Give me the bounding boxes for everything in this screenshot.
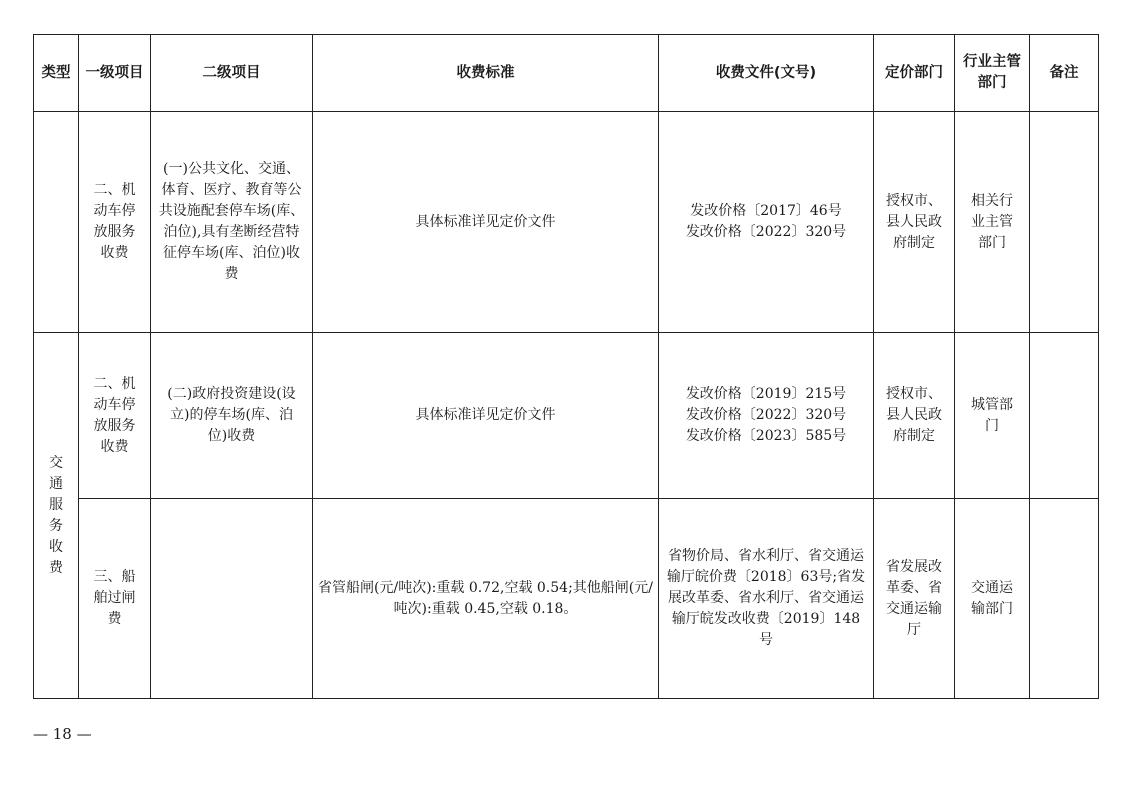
table-row: [34, 333, 1099, 499]
header-standard: 收费标准: [313, 35, 659, 112]
document-cell: 省物价局、省水利厅、省交通运输厅皖价费〔2018〕63号;省发展改革委、省水利厅、省交通运输厅皖发改收费〔2019〕148号: [659, 499, 874, 699]
pricing-dept-cell: 授权市、县人民政府制定: [874, 333, 955, 499]
header-level1: 一级项目: [79, 35, 151, 112]
standard-cell: 具体标准详见定价文件: [313, 333, 659, 499]
header-document: 收费文件(文号): [659, 35, 874, 112]
standard-cell: 省管船闸(元/吨次):重载 0.72,空载 0.54;其他船闸(元/吨次):重载 0.45,空载 0.18。: [313, 499, 659, 699]
level1-cell: 二、机动车停放服务收费: [79, 333, 151, 499]
level2-cell: (二)政府投资建设(设立)的停车场(库、泊位)收费: [151, 333, 313, 499]
category-label: 交通服务收费: [48, 454, 63, 576]
document-cell: 发改价格〔2017〕46号 发改价格〔2022〕320号: [659, 112, 874, 333]
document-cell: 发改价格〔2019〕215号 发改价格〔2022〕320号 发改价格〔2023〕585号: [659, 333, 874, 499]
remark-cell: [1030, 112, 1099, 333]
header-industry-dept: 行业主管部门: [955, 35, 1030, 112]
fee-table: [33, 34, 1099, 699]
type-cell-empty: [34, 112, 79, 333]
header-type: 类型: [34, 35, 79, 112]
category-cell: [34, 333, 79, 699]
pricing-dept-cell: 授权市、县人民政府制定: [874, 112, 955, 333]
header-pricing-dept: 定价部门: [874, 35, 955, 112]
page-number: — 18 —: [33, 725, 92, 743]
pricing-dept-cell: 省发展改革委、省交通运输厅: [874, 499, 955, 699]
remark-cell: [1030, 499, 1099, 699]
industry-dept-cell: 城管部门: [955, 333, 1030, 499]
industry-dept-cell: 交通运输部门: [955, 499, 1030, 699]
remark-cell: [1030, 333, 1099, 499]
level1-cell: 三、船舶过闸费: [79, 499, 151, 699]
table-row: [34, 499, 1099, 699]
standard-cell: 具体标准详见定价文件: [313, 112, 659, 333]
header-level2: 二级项目: [151, 35, 313, 112]
table-row: [34, 112, 1099, 333]
table-header-row: [34, 35, 1099, 112]
level1-cell: 二、机动车停放服务收费: [79, 112, 151, 333]
level2-cell: [151, 499, 313, 699]
level2-cell: (一)公共文化、交通、体育、医疗、教育等公共设施配套停车场(库、泊位),具有垄断经营特征停车场(库、泊位)收费: [151, 112, 313, 333]
industry-dept-cell: 相关行业主管部门: [955, 112, 1030, 333]
header-remark: 备注: [1030, 35, 1099, 112]
